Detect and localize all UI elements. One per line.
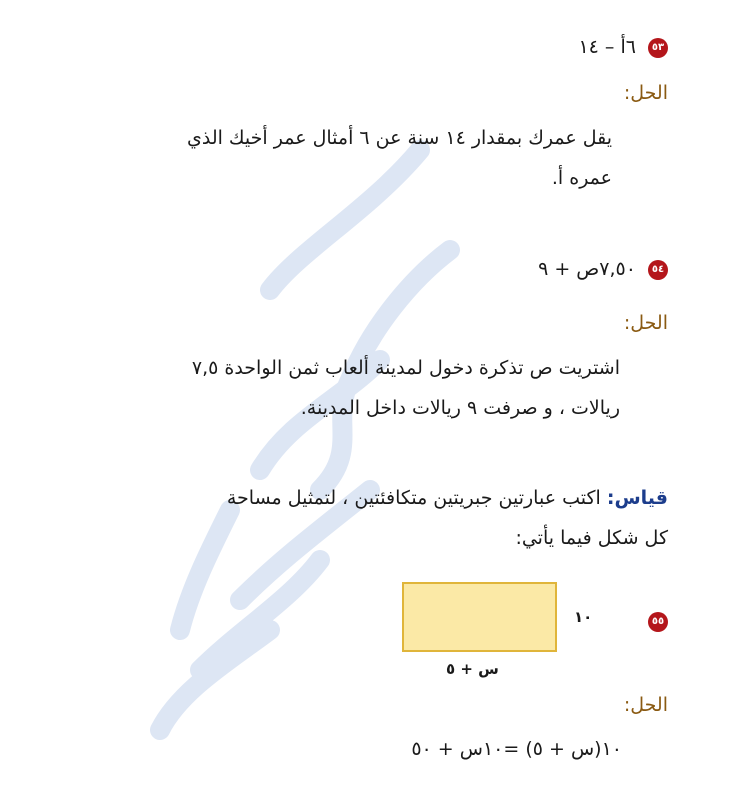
question-53 bbox=[578, 36, 668, 58]
solution-text bbox=[187, 118, 612, 198]
question-54 bbox=[538, 258, 668, 280]
solution-label: الحل: bbox=[623, 694, 668, 716]
question-number-badge: ٥٣ bbox=[648, 38, 668, 58]
solution-line: ريالات ، و صرفت ٩ ريالات داخل المدينة. bbox=[300, 397, 620, 419]
question-55-number-badge: ٥٥ bbox=[648, 612, 668, 632]
rectangle-width-label: س + ٥ bbox=[446, 660, 499, 678]
solution-line: يقل عمرك بمقدار ١٤ سنة عن ٦ أمثال عمر أخيك الذي bbox=[186, 127, 612, 149]
rectangle-height-label: ١٠ bbox=[574, 608, 593, 626]
measure-instruction bbox=[227, 478, 668, 558]
solution-line: اشتريت ص تذكرة دخول لمدينة ألعاب ثمن الواحدة ٧,٥ bbox=[191, 357, 620, 379]
watermark-signature bbox=[120, 130, 500, 750]
solution-equation: ١٠(س + ٥) =١٠س + ٥٠ bbox=[411, 738, 622, 760]
question-expression: ٧,٥٠ص + ٩ bbox=[538, 258, 636, 280]
solution-label: الحل: bbox=[623, 312, 668, 334]
instruction-line bbox=[227, 478, 668, 518]
instruction-text: اكتب عبارتين جبريتين متكافئتين ، لتمثيل مساحة bbox=[226, 487, 607, 509]
question-expression: ٦أ – ١٤ bbox=[578, 36, 636, 58]
solution-label: الحل: bbox=[623, 82, 668, 104]
solution-line: عمره أ. bbox=[551, 167, 612, 189]
measure-keyword: قياس: bbox=[606, 487, 668, 509]
solution-text bbox=[192, 348, 620, 428]
instruction-line: كل شكل فيما يأتي: bbox=[515, 527, 668, 549]
question-number-badge: ٥٤ bbox=[648, 260, 668, 280]
rectangle-figure bbox=[402, 582, 557, 652]
